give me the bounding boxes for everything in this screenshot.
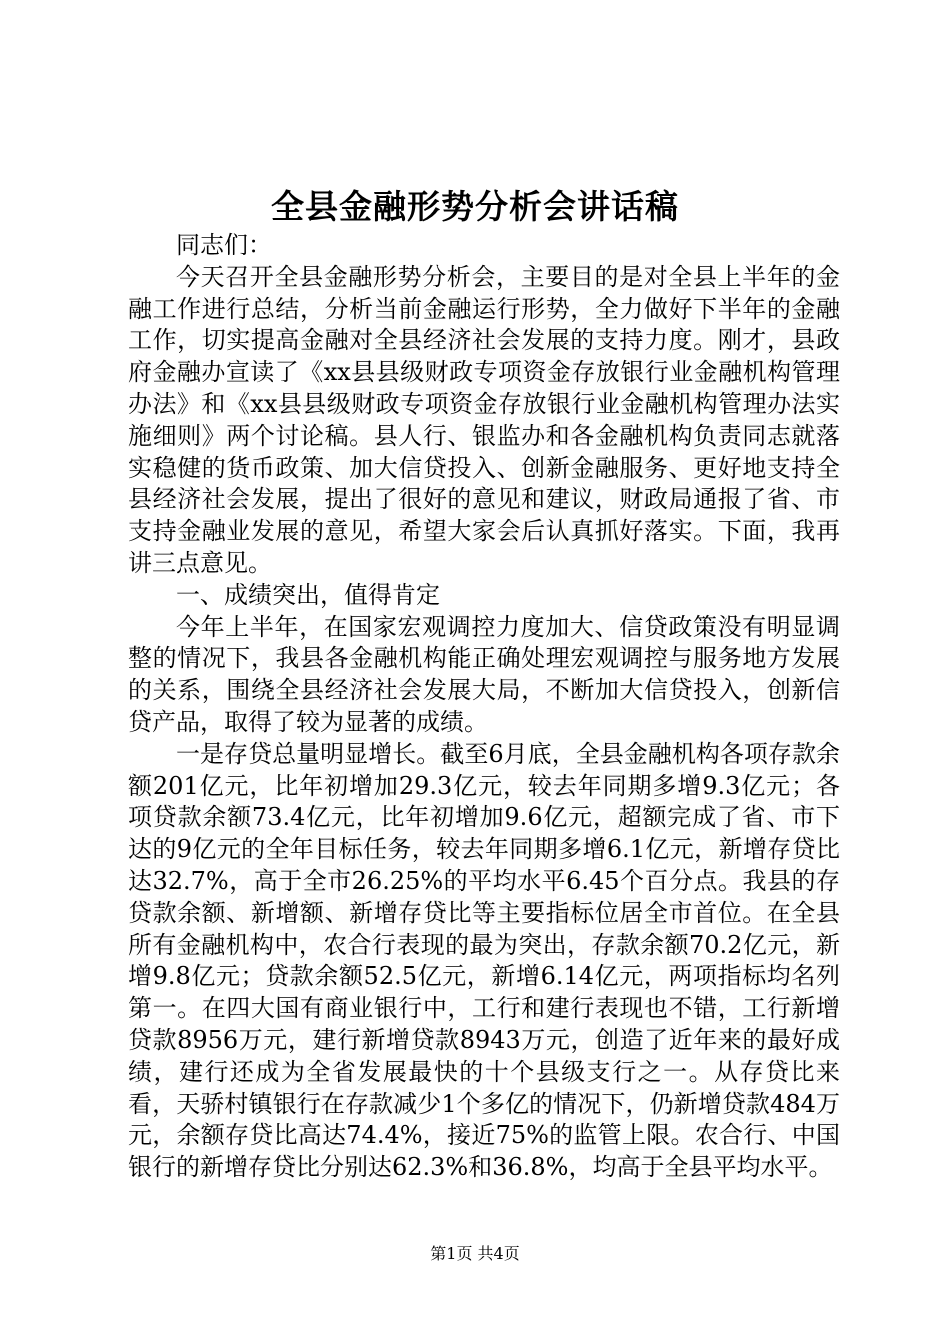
document-body (128, 230, 840, 1184)
summary-paragraph: 今年上半年，在国家宏观调控力度加大、信贷政策没有明显调整的情况下，我县各金融机构能正确处理宏观调控与服务地方发展的关系，围绕全县经济社会发展大局，不断加大信贷投入，创新信贷产品，取得了较为显著的成绩。 (128, 612, 840, 736)
document-title: 全县金融形势分析会讲话稿 (271, 187, 679, 226)
salutation-paragraph: 同志们： (176, 231, 272, 259)
intro-paragraph: 今天召开全县金融形势分析会，主要目的是对全县上半年的金融工作进行总结，分析当前金融运行形势，全力做好下半年的金融工作，切实提高金融对全县经济社会发展的支持力度。刚才，县政府金融办宣读了《xx县县级财政专项资金存放银行业金融机构管理办法》和《xx县县级财政专项资金存放银行业金融机构管理办法实施细则》两个讨论稿。县人行、银监办和各金融机构负责同志就落实稳健的货币政策、加大信贷投入、创新金融服务、更好地支持全县经济社会发展，提出了很好的意见和建议，财政局通报了省、市支持金融业发展的意见，希望大家会后认真抓好落实。下面，我再讲三点意见。 (128, 262, 840, 577)
deposit-loan-paragraph: 一是存贷总量明显增长。截至6月底，全县金融机构各项存款余额201亿元，比年初增加29.3亿元，较去年同期多增9.3亿元；各项贷款余额73.4亿元，比年初增加9.6亿元，超额完成了省、市下达的9亿元的全年目标任务，较去年同期多增6.1亿元，新增存贷比达32.7%，高于全市26.25%的平均水平6.45个百分点。我县的存贷款余额、新增额、新增存贷比等主要指标位居全市首位。在全县所有金融机构中，农合行表现的最为突出，存款余额70.2亿元，新增9.8亿元；贷款余额52.5亿元，新增6.14亿元，两项指标均名列第一。在四大国有商业银行中，工行和建行表现也不错，工行新增贷款8956万元，建行新增贷款8943万元，创造了近年来的最好成绩，建行还成为全省发展最快的十个县级支行之一。从存贷比来看，天骄村镇银行在存款减少1个多亿的情况下，仍新增贷款484万元，余额存贷比高达74.4%，接近75%的监管上限。农合行、中国银行的新增存贷比分别达62.3%和36.8%，均高于全县平均水平。 (128, 739, 840, 1182)
page-footer: 第1页 共4页 (430, 1244, 520, 1263)
section-heading: 一、成绩突出，值得肯定 (176, 580, 440, 609)
